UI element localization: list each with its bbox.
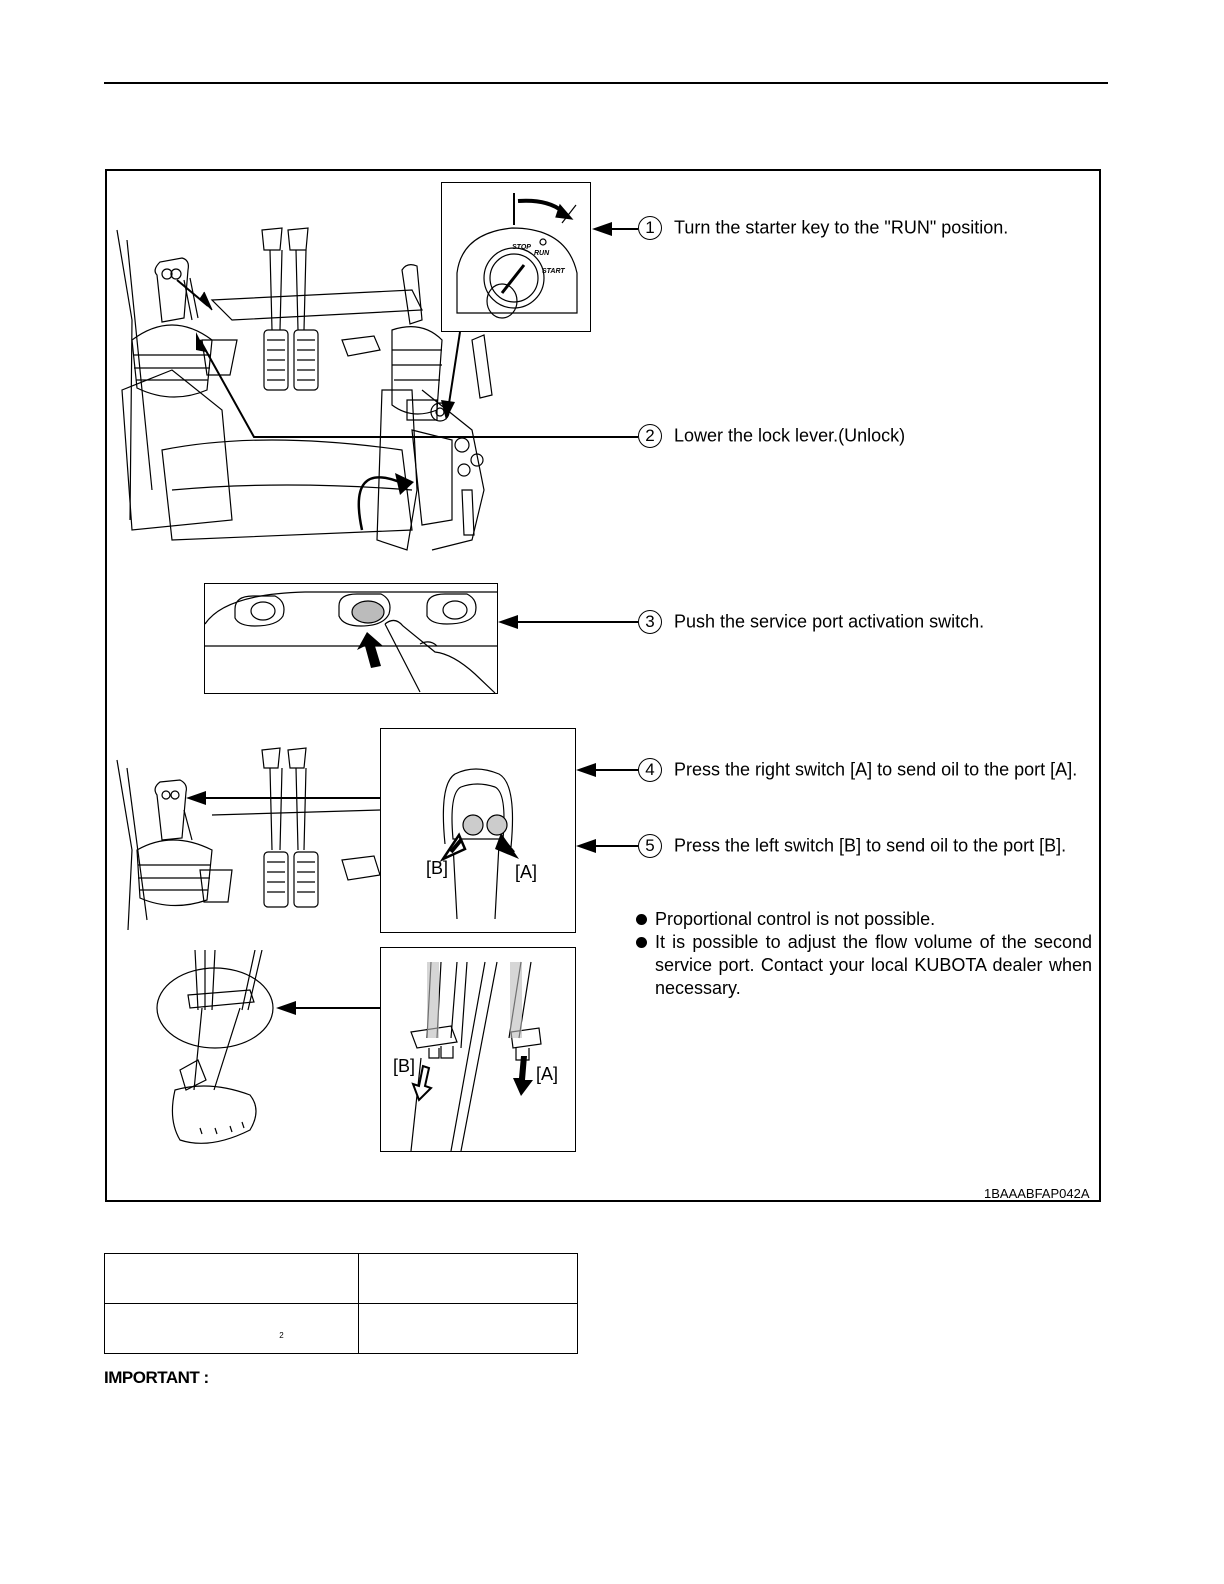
step-3-text: Push the service port activation switch. xyxy=(674,611,985,632)
table-cell xyxy=(359,1254,578,1304)
key-run-label: RUN xyxy=(534,250,550,257)
joystick-label-b: [B] xyxy=(426,858,449,878)
step-3-callout xyxy=(638,610,984,634)
bullet-icon xyxy=(636,914,647,925)
notes-list xyxy=(636,908,1092,1000)
key-start-label: START xyxy=(542,268,565,275)
table-row xyxy=(105,1304,578,1354)
table-cell xyxy=(359,1304,578,1354)
joystick-label-a: [A] xyxy=(515,862,538,882)
step-1-number: 1 xyxy=(638,216,662,240)
step-5-text: Press the left switch [B] to send oil to the port [B]. xyxy=(674,835,1067,856)
step-2-number: 2 xyxy=(638,424,662,448)
note-item xyxy=(636,931,1092,1000)
table-cell xyxy=(105,1304,359,1354)
spec-table xyxy=(104,1253,578,1354)
table-cell xyxy=(105,1254,359,1304)
note-item xyxy=(636,908,1092,931)
superscript-2: 2 xyxy=(279,1331,284,1340)
figure-id: 1BAAABFAP042A xyxy=(984,1186,1090,1201)
step-2-callout xyxy=(638,424,905,448)
step-4-number: 4 xyxy=(638,758,662,782)
note-2-text: It is possible to adjust the flow volume of the second service port. Contact your local KUBOTA dealer when necessary. xyxy=(655,932,1092,998)
step-3-number: 3 xyxy=(638,610,662,634)
step-2-text: Lower the lock lever.(Unlock) xyxy=(674,425,906,446)
step-4-text: Press the right switch [A] to send oil to the port [A]. xyxy=(674,759,1078,780)
important-label: IMPORTANT : xyxy=(104,1368,209,1387)
step-4-callout xyxy=(638,758,1077,782)
step-5-number: 5 xyxy=(638,834,662,858)
step-1-callout xyxy=(638,216,1008,240)
note-1-text: Proportional control is not possible. xyxy=(655,909,936,929)
valve-label-b: [B] xyxy=(393,1056,416,1076)
bullet-icon xyxy=(636,937,647,948)
key-stop-label: STOP xyxy=(512,244,531,251)
table-row xyxy=(105,1254,578,1304)
step-1-text: Turn the starter key to the "RUN" position. xyxy=(674,217,1009,238)
step-5-callout xyxy=(638,834,1066,858)
valve-label-a: [A] xyxy=(536,1064,559,1084)
